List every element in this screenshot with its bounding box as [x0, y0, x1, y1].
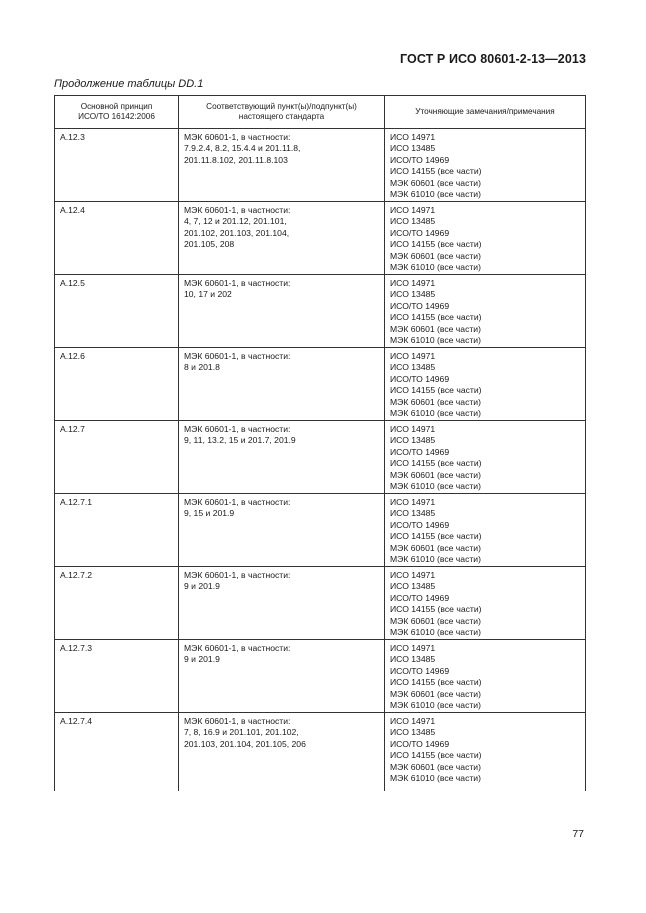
table-row [55, 348, 586, 421]
clause-line: 201.11.8.102, 201.11.8.103 [184, 154, 288, 165]
clauses-cell [179, 640, 385, 713]
clause-line: 201.102, 201.103, 201.104, [184, 227, 290, 238]
clause-line: МЭК 60601-1, в частности: [184, 424, 291, 434]
principle-id: A.12.7.1 [60, 497, 93, 507]
principle-id: A.12.7.3 [60, 643, 93, 653]
principle-cell [55, 713, 179, 791]
principle-id: A.12.6 [60, 351, 85, 361]
principle-id: A.12.5 [60, 278, 85, 288]
note-line: МЭК 61010 (все части) [390, 335, 481, 346]
clauses-cell [179, 348, 385, 421]
notes-cell [385, 494, 586, 567]
note-line: ИСО 14155 (все части) [390, 239, 482, 250]
notes-cell [385, 567, 586, 640]
note-line: ИСО 14971 [390, 351, 436, 361]
column-header-principle [55, 96, 179, 129]
clause-line: 9 и 201.9 [184, 581, 220, 592]
note-line: МЭК 60601 (все части) [390, 761, 481, 772]
clause-line: МЭК 60601-1, в частности: [184, 570, 291, 580]
principle-cell [55, 275, 179, 348]
note-line: ИСО 14155 (все части) [390, 531, 482, 542]
clauses-cell [179, 421, 385, 494]
notes-cell [385, 713, 586, 791]
principle-cell [55, 421, 179, 494]
note-line: МЭК 61010 (все части) [390, 773, 481, 784]
note-line: МЭК 61010 (все части) [390, 700, 481, 711]
note-line: ИСО 14971 [390, 570, 436, 580]
note-line: ИСО 14155 (все части) [390, 604, 482, 615]
note-line: ИСО 13485 [390, 435, 436, 446]
note-line: ИСО 14971 [390, 424, 436, 434]
clause-line: 9, 15 и 201.9 [184, 508, 235, 519]
clauses-cell [179, 567, 385, 640]
clause-line: 9, 11, 13.2, 15 и 201.7, 201.9 [184, 435, 296, 446]
notes-cell [385, 348, 586, 421]
note-line: МЭК 61010 (все части) [390, 627, 481, 638]
table-header-row [55, 96, 586, 129]
note-line: МЭК 60601 (все части) [390, 323, 481, 334]
note-line: МЭК 60601 (все части) [390, 250, 481, 261]
note-line: МЭК 60601 (все части) [390, 615, 481, 626]
clause-line: 10, 17 и 202 [184, 289, 232, 300]
note-line: МЭК 60601 (все части) [390, 688, 481, 699]
column-header-line: Основной принцип [80, 101, 153, 111]
clause-line: 4, 7, 12 и 201.12, 201.101, [184, 216, 287, 227]
note-line: ИСО/ТО 14969 [390, 446, 450, 457]
table-row [55, 713, 586, 791]
clause-line: МЭК 60601-1, в частности: [184, 278, 291, 288]
note-line: МЭК 61010 (все части) [390, 262, 481, 273]
notes-cell [385, 275, 586, 348]
table-row [55, 494, 586, 567]
table-row [55, 421, 586, 494]
note-line: ИСО 14155 (все части) [390, 750, 482, 761]
table-row [55, 640, 586, 713]
note-line: ИСО/ТО 14969 [390, 738, 450, 749]
clauses-cell [179, 275, 385, 348]
clause-line: 201.105, 208 [184, 239, 235, 250]
clause-line: 8 и 201.8 [184, 362, 220, 373]
notes-cell [385, 202, 586, 275]
requirements-table [54, 95, 586, 791]
note-line: ИСО/ТО 14969 [390, 227, 450, 238]
column-header-clauses [179, 96, 385, 129]
document-code: ГОСТ Р ИСО 80601-2-13—2013 [399, 52, 586, 66]
page-number: 77 [572, 828, 584, 840]
clause-line: 7, 8, 16.9 и 201.101, 201.102, [184, 727, 299, 738]
column-header-notes [385, 96, 586, 129]
clause-line: МЭК 60601-1, в частности: [184, 351, 291, 361]
column-header-line: ИСО/ТО 16142:2006 [78, 112, 155, 121]
table-row [55, 202, 586, 275]
note-line: МЭК 60601 (все части) [390, 542, 481, 553]
clauses-cell [179, 713, 385, 791]
note-line: ИСО 14155 (все части) [390, 385, 482, 396]
note-line: МЭК 61010 (все части) [390, 481, 481, 492]
column-header-line: Уточняющие замечания/примечания [415, 106, 555, 116]
principle-id: A.12.7.4 [60, 716, 93, 726]
note-line: ИСО 14155 (все части) [390, 166, 482, 177]
note-line: МЭК 60601 (все части) [390, 469, 481, 480]
notes-cell [385, 421, 586, 494]
clause-line: МЭК 60601-1, в частности: [184, 497, 291, 507]
note-line: ИСО/ТО 14969 [390, 519, 450, 530]
principle-cell [55, 202, 179, 275]
principle-cell [55, 348, 179, 421]
note-line: ИСО 14155 (все части) [390, 458, 482, 469]
note-line: ИСО 14971 [390, 205, 436, 215]
principle-id: A.12.3 [60, 132, 85, 142]
note-line: ИСО 13485 [390, 727, 436, 738]
note-line: ИСО 14971 [390, 497, 436, 507]
clause-line: МЭК 60601-1, в частности: [184, 643, 291, 653]
note-line: ИСО 14971 [390, 716, 436, 726]
note-line: МЭК 60601 (все части) [390, 396, 481, 407]
column-header-line: Соответствующий пункт(ы)/подпункт(ы) [206, 101, 357, 111]
table-caption: Продолжение таблицы DD.1 [54, 78, 204, 90]
table-row [55, 567, 586, 640]
principle-id: A.12.7 [60, 424, 85, 434]
note-line: ИСО/ТО 14969 [390, 665, 450, 676]
table-row [55, 275, 586, 348]
clause-line: 9 и 201.9 [184, 654, 220, 665]
note-line: ИСО 14971 [390, 132, 436, 142]
note-line: МЭК 60601 (все части) [390, 177, 481, 188]
clauses-cell [179, 494, 385, 567]
note-line: ИСО 13485 [390, 581, 436, 592]
clause-line: 201.103, 201.104, 201.105, 206 [184, 738, 306, 749]
principle-cell [55, 494, 179, 567]
note-line: ИСО 13485 [390, 508, 436, 519]
table-row [55, 129, 586, 202]
principle-id: A.12.7.2 [60, 570, 93, 580]
note-line: ИСО/ТО 14969 [390, 154, 450, 165]
clauses-cell [179, 202, 385, 275]
principle-cell [55, 640, 179, 713]
note-line: ИСО/ТО 14969 [390, 592, 450, 603]
note-line: ИСО 14155 (все части) [390, 677, 482, 688]
note-line: ИСО 14971 [390, 643, 436, 653]
note-line: ИСО/ТО 14969 [390, 373, 450, 384]
notes-cell [385, 129, 586, 202]
note-line: ИСО 13485 [390, 216, 436, 227]
note-line: ИСО 13485 [390, 143, 436, 154]
principle-cell [55, 567, 179, 640]
note-line: ИСО 14971 [390, 278, 436, 288]
note-line: ИСО 14155 (все части) [390, 312, 482, 323]
clause-line: МЭК 60601-1, в частности: [184, 716, 291, 726]
note-line: ИСО 13485 [390, 289, 436, 300]
clauses-cell [179, 129, 385, 202]
column-header-line: настоящего стандарта [238, 112, 325, 121]
clause-line: МЭК 60601-1, в частности: [184, 132, 291, 142]
clause-line: МЭК 60601-1, в частности: [184, 205, 291, 215]
note-line: МЭК 61010 (все части) [390, 554, 481, 565]
note-line: ИСО 13485 [390, 362, 436, 373]
note-line: МЭК 61010 (все части) [390, 408, 481, 419]
note-line: ИСО/ТО 14969 [390, 300, 450, 311]
principle-cell [55, 129, 179, 202]
note-line: МЭК 61010 (все части) [390, 189, 481, 200]
clause-line: 7.9.2.4, 8.2, 15.4.4 и 201.11.8, [184, 143, 301, 154]
note-line: ИСО 13485 [390, 654, 436, 665]
notes-cell [385, 640, 586, 713]
principle-id: A.12.4 [60, 205, 85, 215]
